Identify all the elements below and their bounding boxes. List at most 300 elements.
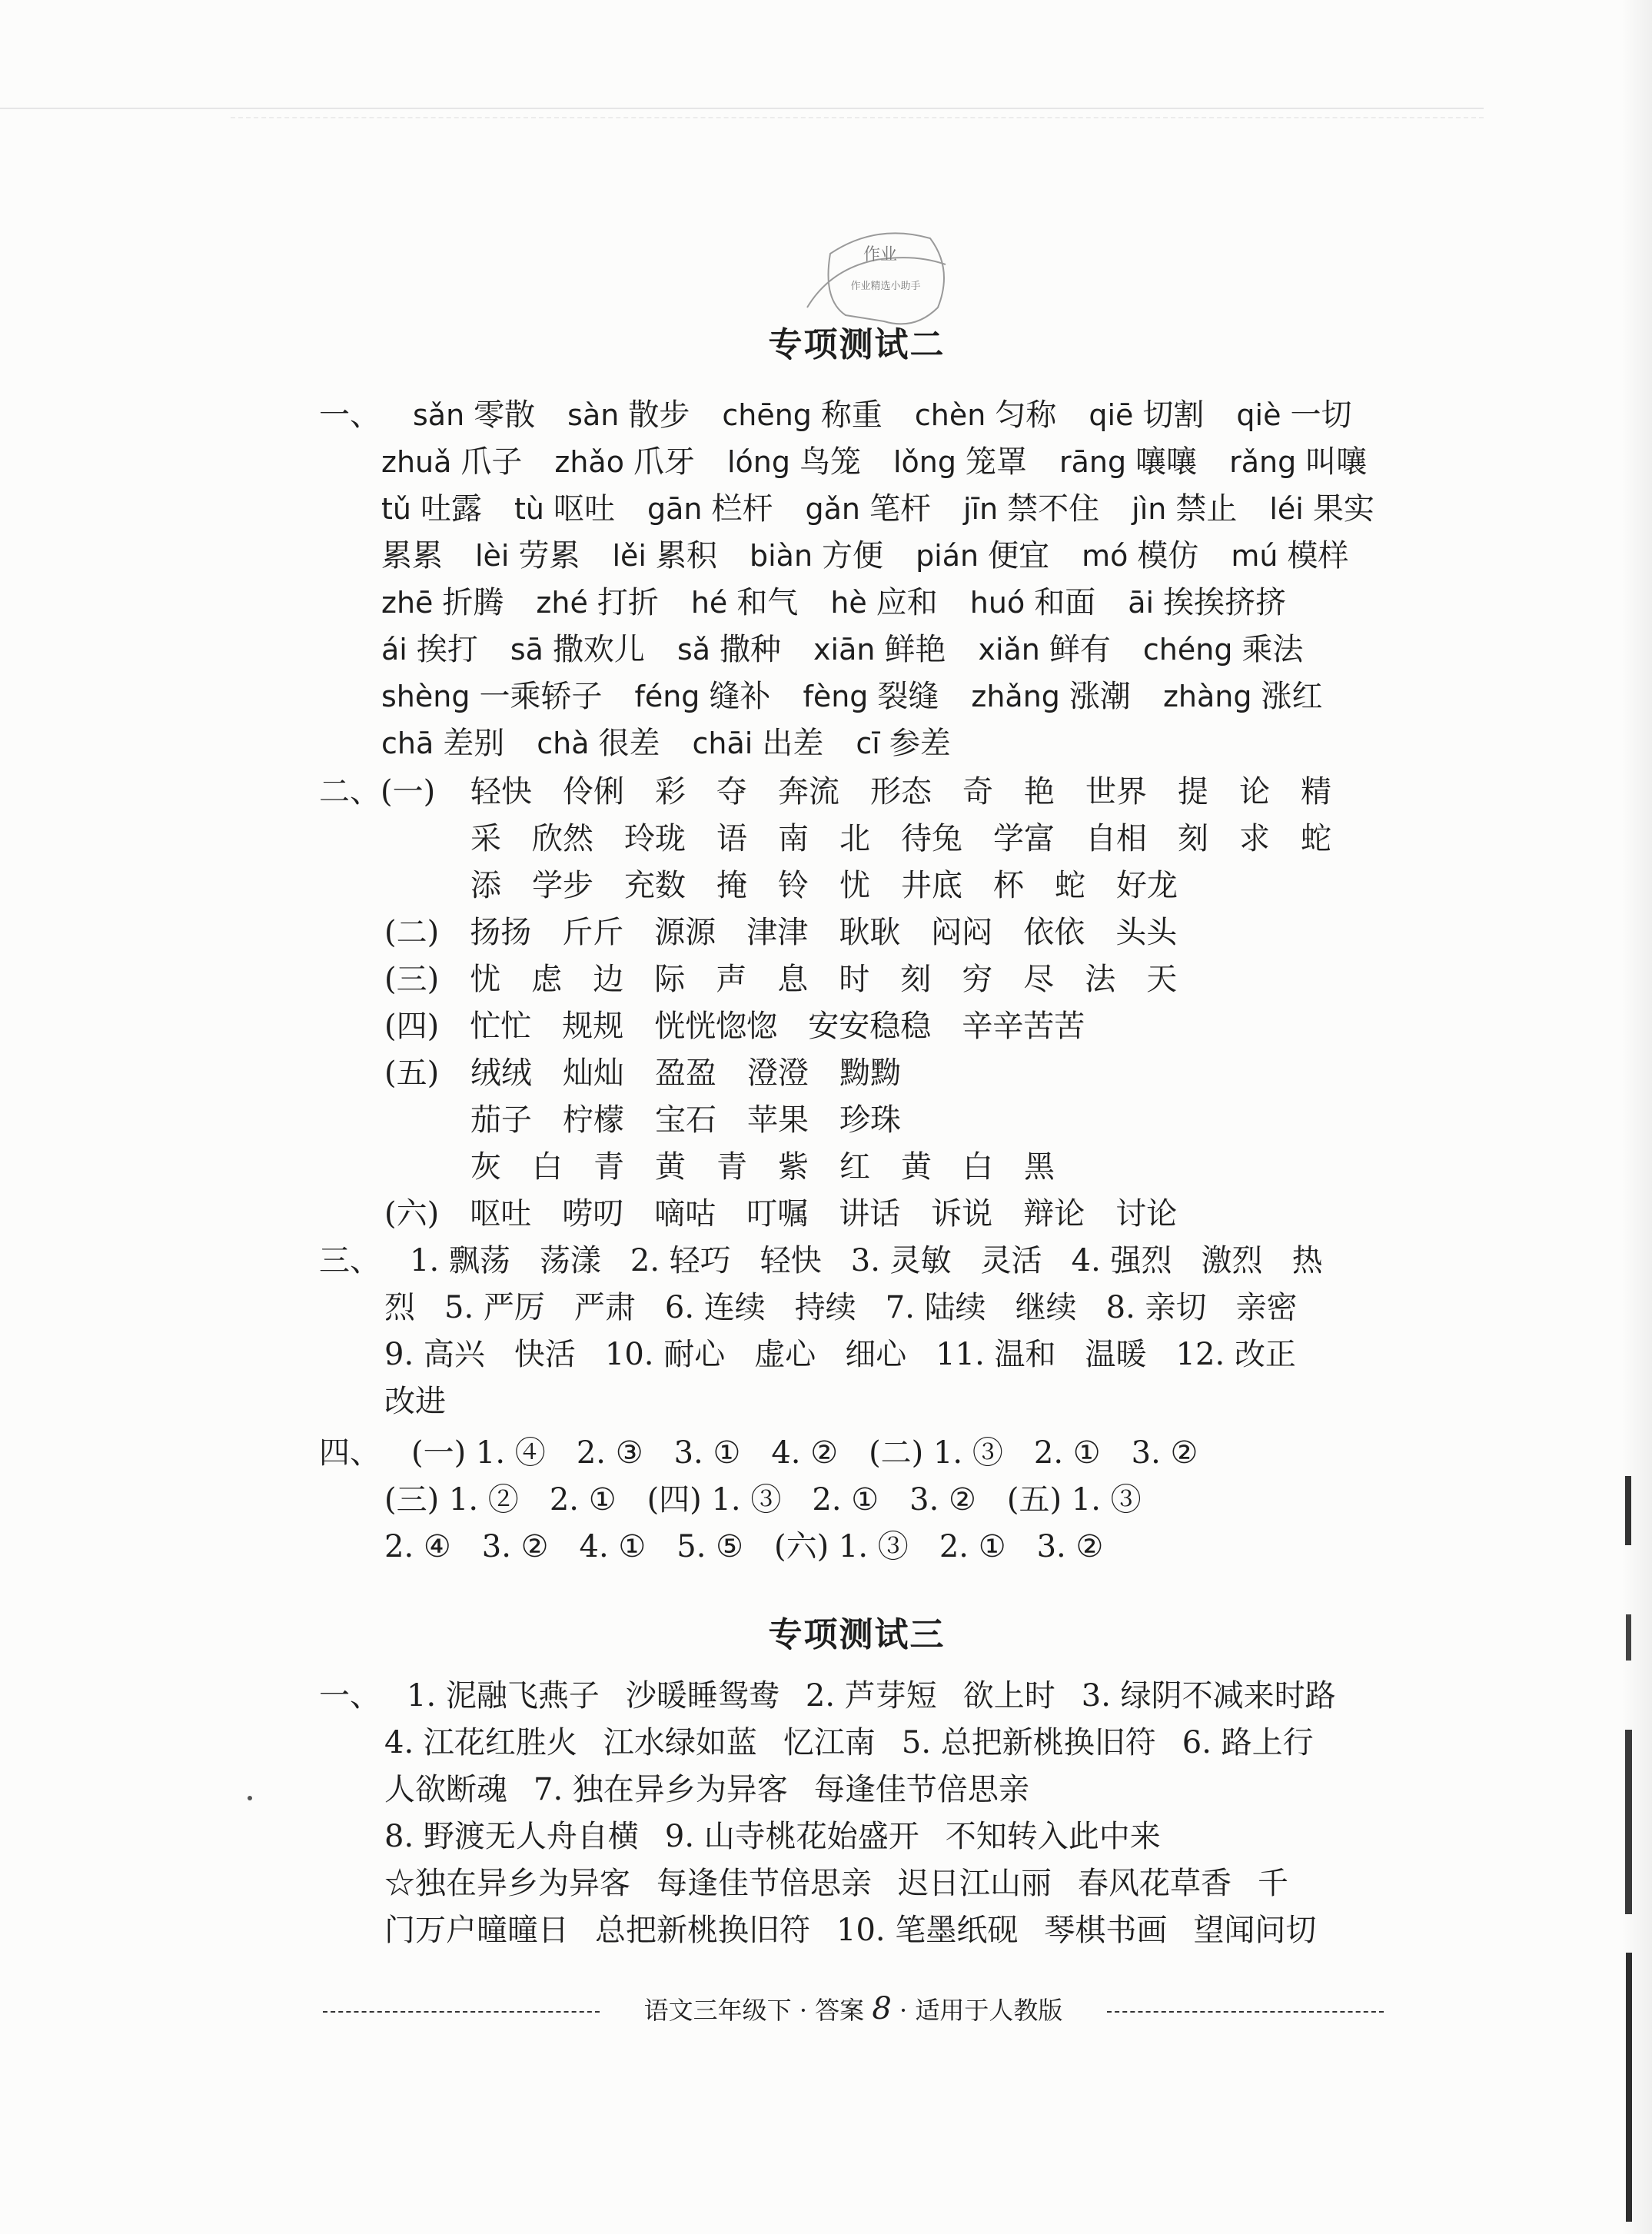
question-number: 三、: [319, 1243, 381, 1278]
hanzi: 打折: [597, 585, 659, 620]
answer-item: 5. 总把新桃换旧符: [901, 1725, 1156, 1760]
pinyin-word: [1128, 580, 1286, 626]
hanzi: 嚷嚷: [1135, 444, 1198, 480]
answer-item: 忧: [839, 868, 870, 903]
pinyin-word: [514, 486, 615, 532]
answer-item: 津津: [746, 915, 809, 950]
hanzi: 差别: [443, 726, 505, 761]
answer-item: 学富: [993, 821, 1055, 856]
footer-rule-left: [323, 2011, 600, 2013]
pinyin: chāi: [692, 726, 753, 760]
answer-item: 刻: [900, 962, 932, 997]
hanzi: 鸟笼: [799, 444, 861, 480]
answer-item: 4. 江花红胜火: [384, 1725, 577, 1760]
answer-item: 总把新桃换旧符: [595, 1913, 810, 1948]
answer-item: 激烈: [1201, 1243, 1263, 1278]
answer-item: 亲密: [1235, 1290, 1298, 1325]
answer-item: 4. 强烈: [1071, 1243, 1172, 1278]
hanzi: 鲜有: [1049, 632, 1111, 667]
answer-item: 望闻问切: [1193, 1913, 1317, 1948]
hanzi: 鲜艳: [884, 632, 946, 667]
pinyin-word: [803, 673, 939, 720]
answer-item: 烈: [384, 1290, 415, 1325]
answer-item: 1. 泥融飞燕子: [407, 1678, 600, 1714]
answer-item: 叮嘱: [746, 1196, 809, 1232]
answer-item: 黝黝: [839, 1055, 901, 1091]
pinyin-word: [381, 486, 482, 532]
answer-item: 青: [716, 1149, 747, 1185]
hanzi: 称重: [820, 397, 883, 433]
pinyin-word: [971, 673, 1131, 720]
pinyin-word: [381, 720, 504, 766]
answer-item: 蛇: [1055, 868, 1085, 903]
pinyin: qiē: [1089, 398, 1134, 432]
answer-line: [381, 486, 1374, 532]
answer-item: 北: [839, 821, 870, 856]
pinyin-word: [693, 720, 824, 766]
answer-item: 灵活: [980, 1243, 1042, 1278]
pinyin-word: [510, 627, 645, 673]
hanzi: 缝补: [709, 679, 771, 714]
pinyin: ái: [381, 633, 407, 667]
answer-item: 10. 耐心: [604, 1337, 726, 1372]
hanzi: 应和: [876, 585, 938, 620]
answer-item: 8. 亲切: [1105, 1290, 1207, 1325]
pinyin-word: [1231, 533, 1348, 579]
pinyin: qiè: [1236, 398, 1281, 432]
answer-item: (四) 1. ③: [647, 1482, 782, 1518]
answer-line: [384, 1378, 446, 1425]
answer-item: 青: [593, 1149, 624, 1185]
pinyin: chéng: [1142, 633, 1233, 667]
answer-item: 彩: [655, 774, 686, 809]
answer-item: 奔流: [778, 774, 839, 809]
hanzi: 出差: [762, 726, 824, 761]
answer-item: 法: [1085, 962, 1116, 997]
hanzi: 笼罩: [966, 444, 1028, 480]
answer-item: 诉说: [931, 1196, 993, 1232]
pinyin-word: [813, 627, 946, 673]
answer-item: 穷: [962, 962, 993, 997]
question-number: 一、: [319, 397, 381, 433]
pinyin: jīn: [962, 492, 999, 526]
scan-speck: [248, 1796, 252, 1800]
pinyin-word: [381, 533, 443, 579]
answer-item: 门万户曈曈日: [384, 1913, 569, 1948]
answer-item: 每逢佳节倍思亲: [813, 1772, 1029, 1807]
pinyin: lóng: [726, 445, 790, 479]
pinyin-word: [856, 720, 950, 766]
hanzi: 挨打: [416, 632, 478, 667]
answer-line: [470, 769, 1331, 815]
answer-item: 2. ①: [549, 1482, 617, 1518]
answer-item: 2. ①: [1033, 1435, 1101, 1471]
hanzi: 爪牙: [633, 444, 695, 480]
pinyin: hè: [830, 586, 867, 620]
pinyin-word: [1082, 533, 1198, 579]
hanzi: 撒种: [720, 632, 782, 667]
answer-item: 温暖: [1085, 1337, 1147, 1372]
hanzi: 零散: [474, 397, 536, 433]
answer-item: 绒绒: [470, 1055, 532, 1091]
hanzi: 和面: [1034, 585, 1096, 620]
answer-line: [319, 769, 435, 815]
answer-item: 讲话: [839, 1196, 901, 1232]
answer-item: 12. 改正: [1175, 1337, 1296, 1372]
pinyin-word: [536, 580, 658, 626]
answer-line: [384, 1191, 1177, 1237]
answer-item: 2. ①: [939, 1529, 1006, 1564]
pinyin-word: [634, 673, 770, 720]
pinyin: biàn: [750, 539, 813, 573]
part-label: (一): [381, 774, 436, 809]
answer-item: 严肃: [573, 1290, 636, 1325]
answer-item: 9. 山寺桃花始盛开: [664, 1819, 919, 1854]
pinyin-word: [805, 486, 931, 532]
answer-line: [319, 1238, 1323, 1284]
hanzi: 吐露: [420, 491, 482, 527]
answer-item: 黑: [1024, 1149, 1055, 1185]
answer-item: 尽: [1023, 962, 1055, 997]
answer-item: 继续: [1015, 1290, 1077, 1325]
answer-item: 细心: [845, 1337, 907, 1372]
answer-item: 3. 灵敏: [850, 1243, 952, 1278]
pinyin: tǔ: [381, 492, 411, 526]
answer-item: 闷闷: [931, 915, 993, 950]
answer-item: 采: [470, 821, 501, 856]
pinyin: chā: [381, 726, 434, 760]
answer-item: 琴棋书画: [1044, 1913, 1168, 1948]
pinyin: jìn: [1132, 492, 1167, 526]
part-label: (五): [384, 1055, 440, 1091]
hanzi: 参差: [889, 726, 951, 761]
answer-item: 呕吐: [470, 1196, 532, 1232]
footer-rule-right: [1107, 2011, 1384, 2013]
answer-line: [470, 863, 1178, 909]
answer-item: 灿灿: [563, 1055, 624, 1091]
answer-item: 白: [962, 1149, 993, 1185]
stamp-line2: 作业精选小助手: [850, 281, 921, 292]
answer-line: [470, 1144, 1055, 1190]
hanzi: 一切: [1290, 397, 1352, 433]
pinyin-word: [647, 486, 773, 532]
pinyin: zhé: [536, 586, 588, 620]
answer-item: 忙忙: [470, 1009, 532, 1044]
answer-item: 2. ③: [576, 1435, 643, 1471]
pinyin: lèi: [475, 539, 510, 573]
answer-item: 紫: [778, 1149, 809, 1185]
pinyin: chà: [537, 726, 590, 760]
answer-item: 求: [1239, 821, 1270, 856]
answer-item: 忆江南: [783, 1725, 876, 1760]
answer-line: [381, 673, 1322, 720]
answer-item: 白: [532, 1149, 563, 1185]
answer-item: 1. 飘荡: [410, 1243, 510, 1278]
answer-item: 待兔: [901, 821, 962, 856]
answer-item: 黄: [655, 1149, 686, 1185]
answer-item: 掩: [716, 868, 747, 903]
answer-line: [384, 1767, 1029, 1813]
pinyin: lěi: [612, 539, 647, 573]
footer-text-before: 语文三年级下 · 答案: [643, 1996, 865, 2025]
hanzi: 禁止: [1175, 491, 1238, 527]
hanzi: 切割: [1142, 397, 1205, 433]
pinyin-word: [413, 392, 535, 438]
answer-item: 欲上时: [962, 1678, 1055, 1714]
answer-item: 南: [778, 821, 809, 856]
answer-item: 轻快: [470, 774, 532, 809]
question-number: 四、: [319, 1435, 381, 1471]
answer-item: 红: [839, 1149, 870, 1185]
answer-item: 论: [1239, 774, 1270, 809]
answer-item: 9. 高兴: [384, 1337, 485, 1372]
answer-item: 盈盈: [655, 1055, 716, 1091]
hanzi: 模仿: [1137, 538, 1199, 573]
answer-item: 3. 绿阴不减来时路: [1081, 1678, 1336, 1714]
hanzi: 呕吐: [553, 491, 615, 527]
footer-text: [600, 1991, 1107, 2026]
pinyin: chèn: [914, 398, 986, 432]
hanzi: 方便: [822, 538, 884, 573]
pinyin: rǎng: [1229, 445, 1297, 479]
answer-item: 江水绿如蓝: [603, 1725, 757, 1760]
answer-item: 源源: [654, 915, 716, 950]
pinyin: huó: [969, 586, 1025, 620]
hanzi: 折腾: [442, 585, 504, 620]
answer-item: 声: [716, 962, 747, 997]
answer-item: 边: [593, 962, 624, 997]
pinyin-word: [750, 533, 883, 579]
scan-edge-line: [231, 117, 1484, 118]
hanzi: 累累: [381, 538, 443, 573]
pinyin-word: [1269, 486, 1374, 532]
answer-line: [384, 909, 1177, 956]
hanzi: 劳累: [518, 538, 580, 573]
answer-item: 荡漾: [539, 1243, 601, 1278]
answer-item: 扬扬: [470, 915, 532, 950]
answer-item: 天: [1146, 962, 1178, 997]
answer-item: 安安稳稳: [808, 1009, 932, 1044]
pinyin: mó: [1082, 539, 1128, 573]
answer-item: 不知转入此中来: [945, 1819, 1161, 1854]
answer-item: 杯: [993, 868, 1024, 903]
answer-line: [384, 1860, 1288, 1907]
answer-item: 唠叨: [562, 1196, 624, 1232]
pinyin-word: [381, 673, 602, 720]
answer-item: 井底: [901, 868, 962, 903]
answer-item: 快活: [514, 1337, 576, 1372]
answer-item: 沙暖睡鸳鸯: [625, 1678, 779, 1714]
hanzi: 涨潮: [1069, 679, 1131, 714]
answer-item: 热: [1291, 1243, 1323, 1278]
hanzi: 模样: [1287, 538, 1349, 573]
pinyin-word: [970, 580, 1095, 626]
answer-item: 6. 路上行: [1182, 1725, 1314, 1760]
answer-line: [384, 1477, 1142, 1523]
pinyin-word: [381, 580, 504, 626]
answer-item: 规规: [562, 1009, 624, 1044]
hanzi: 匀称: [995, 397, 1057, 433]
answer-item: 忧: [470, 962, 501, 997]
answer-line: [384, 1813, 1161, 1860]
answer-item: 刻: [1178, 821, 1208, 856]
pinyin-word: [978, 627, 1110, 673]
answer-line: [470, 1050, 901, 1096]
answer-item: 耿耿: [839, 915, 901, 950]
pinyin-word: [1089, 392, 1204, 438]
answer-item: 黄: [901, 1149, 932, 1185]
answer-item: 夺: [716, 774, 747, 809]
answer-line: [470, 816, 1331, 862]
answer-line: [384, 956, 1177, 1002]
answer-item: 辛辛苦苦: [962, 1009, 1085, 1044]
pinyin: chēng: [722, 398, 812, 432]
answer-item: 添: [470, 868, 501, 903]
answer-item: 息: [777, 962, 809, 997]
answer-item: 2. ④: [384, 1529, 451, 1564]
answer-line: [470, 1097, 901, 1143]
pinyin-word: [537, 720, 660, 766]
answer-item: 世界: [1085, 774, 1147, 809]
answer-item: 3. ②: [481, 1529, 549, 1564]
answer-item: 持续: [794, 1290, 856, 1325]
answer-line: [381, 627, 1303, 673]
pinyin: lǒng: [893, 445, 957, 479]
answer-line: [384, 1907, 1316, 1953]
pinyin: zhǎo: [554, 445, 624, 479]
hanzi: 果实: [1312, 491, 1374, 527]
answer-item: 澄澄: [747, 1055, 809, 1091]
hanzi: 禁不住: [1007, 491, 1100, 527]
hanzi: 便宜: [988, 538, 1050, 573]
answer-line: [319, 1430, 1198, 1476]
answer-item: 讨论: [1115, 1196, 1178, 1232]
scan-edge-line: [0, 108, 1484, 109]
pinyin: tù: [514, 492, 544, 526]
pinyin-word: [691, 580, 798, 626]
answer-line: [384, 1524, 1103, 1570]
answer-line: [384, 1003, 1085, 1049]
hanzi: 裂缝: [877, 679, 939, 714]
pinyin: shèng: [381, 680, 470, 713]
answer-item: 人欲断魂: [384, 1772, 507, 1807]
pinyin: fèng: [803, 680, 869, 713]
pinyin: zhǎng: [971, 680, 1060, 713]
answer-item: 4. ②: [771, 1435, 839, 1471]
scan-edge-mark: [1624, 1476, 1634, 2222]
answer-item: 蛇: [1301, 821, 1331, 856]
pinyin-word: [567, 392, 690, 438]
answer-item: 3. ②: [909, 1482, 976, 1518]
hanzi: 累积: [656, 538, 717, 573]
answer-item: ☆独在异乡为异客: [384, 1866, 630, 1901]
answer-item: 伶俐: [563, 774, 624, 809]
answer-item: 4. ①: [579, 1529, 647, 1564]
answer-item: 虑: [531, 962, 563, 997]
answer-line: [381, 439, 1367, 485]
pinyin: sàn: [567, 398, 620, 432]
answer-item: 奇: [962, 774, 993, 809]
answer-item: 柠檬: [563, 1102, 624, 1138]
answer-item: 际: [654, 962, 686, 997]
hanzi: 笔杆: [869, 491, 931, 527]
pinyin-word: [893, 439, 1027, 485]
pinyin-word: [915, 392, 1056, 438]
answer-item: 铃: [778, 868, 809, 903]
answer-item: 宝石: [655, 1102, 716, 1138]
answer-item: 3. ②: [1131, 1435, 1198, 1471]
pinyin: rāng: [1059, 445, 1127, 479]
hanzi: 叫嚷: [1305, 444, 1368, 480]
pinyin: gǎn: [805, 492, 860, 526]
pinyin: xiǎn: [978, 633, 1040, 667]
answer-item: 自相: [1085, 821, 1147, 856]
section2-title: 专项测试二: [768, 325, 946, 364]
answer-item: 好龙: [1116, 868, 1178, 903]
pinyin-word: [727, 439, 861, 485]
pinyin-word: [830, 580, 937, 626]
answer-item: 11. 温和: [936, 1337, 1056, 1372]
pinyin-word: [1236, 392, 1351, 438]
pinyin-word: [381, 439, 522, 485]
answer-item: 8. 野渡无人舟自横: [384, 1819, 639, 1854]
answer-item: 精: [1301, 774, 1331, 809]
answer-item: 斤斤: [562, 915, 624, 950]
answer-item: 10. 笔墨纸砚: [836, 1913, 1019, 1948]
answer-line: [384, 1285, 1298, 1331]
answer-item: 语: [716, 821, 747, 856]
part-label: (四): [384, 1009, 440, 1044]
pinyin: āi: [1128, 586, 1155, 620]
pinyin-word: [1132, 486, 1237, 532]
answer-item: 充数: [624, 868, 686, 903]
footer-text-after: · 适用于人教版: [899, 1996, 1063, 2025]
answer-line: [384, 1720, 1314, 1766]
part-label: (六): [384, 1196, 440, 1232]
answer-item: 春风花草香: [1078, 1866, 1232, 1901]
pinyin: hé: [690, 586, 728, 620]
answer-line: [381, 720, 951, 766]
answer-item: 灰: [470, 1149, 501, 1185]
answer-item: 辩论: [1023, 1196, 1085, 1232]
answer-item: (六) 1. ③: [774, 1529, 909, 1564]
answer-item: (五) 1. ③: [1006, 1482, 1142, 1518]
hanzi: 散步: [628, 397, 690, 433]
answer-item: 茄子: [470, 1102, 532, 1138]
answer-item: 轻快: [760, 1243, 822, 1278]
answer-item: 虚心: [754, 1337, 816, 1372]
answer-item: 2. ①: [812, 1482, 879, 1518]
answer-item: 苹果: [747, 1102, 809, 1138]
pinyin: pián: [916, 539, 979, 573]
hanzi: 很差: [598, 726, 660, 761]
answer-item: 形态: [870, 774, 932, 809]
pinyin-word: [1143, 627, 1304, 673]
hanzi: 撒欢儿: [552, 632, 645, 667]
pinyin: zhuǎ: [381, 445, 452, 479]
question-number: 二、: [319, 774, 381, 809]
answer-line: [384, 1050, 439, 1096]
pinyin-word: [1163, 673, 1323, 720]
answer-item: 迟日江山丽: [898, 1866, 1052, 1901]
hanzi: 和气: [736, 585, 799, 620]
hanzi: 栏杆: [711, 491, 773, 527]
answer-item: (一) 1. ④: [411, 1435, 546, 1471]
pinyin: sā: [510, 633, 543, 667]
answer-item: 时: [839, 962, 870, 997]
pinyin-word: [1059, 439, 1197, 485]
answer-line: [381, 580, 1286, 626]
